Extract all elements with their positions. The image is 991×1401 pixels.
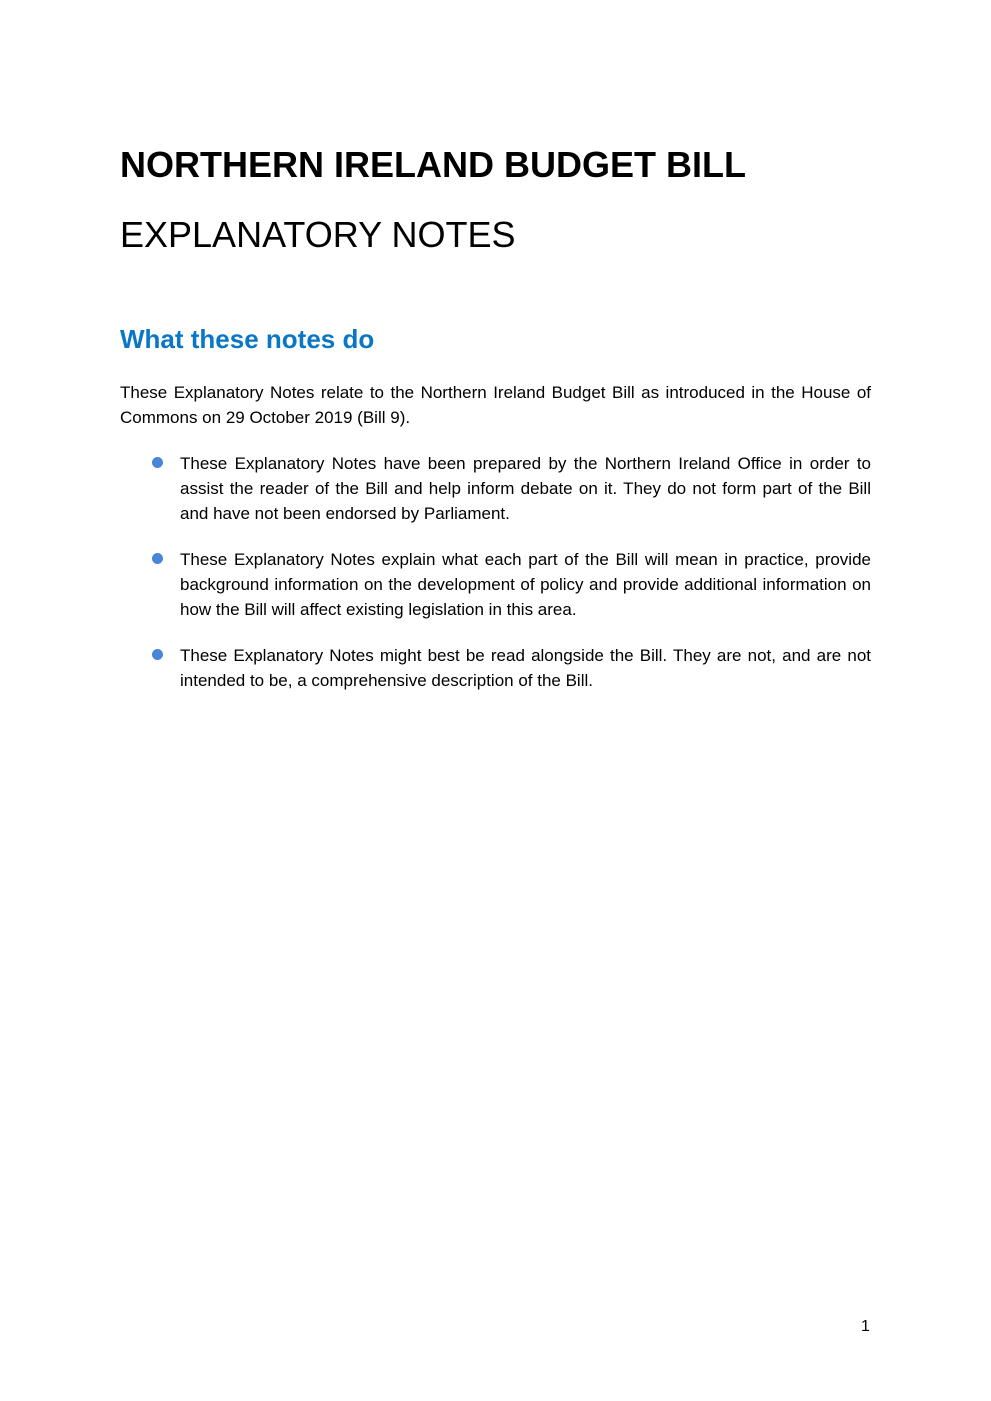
bullet-icon xyxy=(152,649,163,660)
list-item xyxy=(120,643,871,693)
document-title: NORTHERN IRELAND BUDGET BILL xyxy=(120,144,746,185)
page-number: 1 xyxy=(861,1318,870,1335)
list-item-text: These Explanatory Notes have been prepared by the Northern Ireland Office in order to assist the reader of the Bill and help inform debate on it. They do not form part of the Bill and have not been endorsed by Parliament. xyxy=(180,454,871,523)
bullet-icon xyxy=(152,553,163,564)
list-item-text: These Explanatory Notes might best be read alongside the Bill. They are not, and are not intended to be, a comprehensive description of the Bill. xyxy=(180,646,871,690)
section-heading: What these notes do xyxy=(120,324,375,354)
bullet-icon xyxy=(152,457,163,468)
bullet-list xyxy=(120,451,871,714)
list-item-text: These Explanatory Notes explain what each part of the Bill will mean in practice, provide background information on the development of policy and provide additional information on how the Bill will affect existing legislation in this area. xyxy=(180,550,871,619)
list-item xyxy=(120,547,871,622)
list-item xyxy=(120,451,871,526)
intro-paragraph: These Explanatory Notes relate to the Northern Ireland Budget Bill as introduced in the House of Commons on 29 October 2019 (Bill 9). xyxy=(120,383,871,427)
document-subtitle: EXPLANATORY NOTES xyxy=(120,214,516,255)
